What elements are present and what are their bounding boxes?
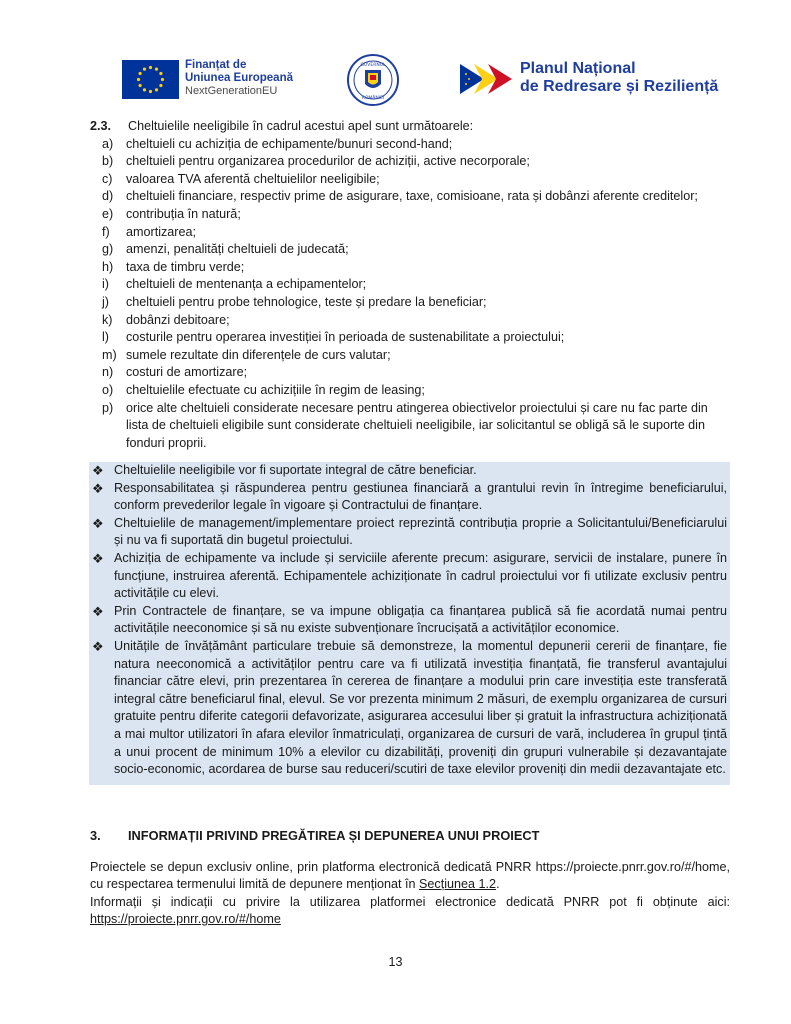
page-number: 13 — [388, 955, 403, 969]
diamond-bullet-icon: ❖ — [92, 515, 104, 531]
list-item-label: i) — [102, 277, 109, 292]
diamond-bullet-icon: ❖ — [92, 603, 104, 619]
submission-text: Proiectele se depun exclusiv online, prin platforma electronică dedicată PNRR https://proiecte.pnrr.gov.ro/#/home, cu respectarea termenului limită de depunere menționat în — [90, 860, 730, 892]
list-item-label: a) — [102, 136, 114, 151]
list-item — [90, 276, 730, 294]
submission-paragraph — [90, 859, 730, 894]
section-title: Cheltuielile neeligibile în cadrul acestui apel sunt următoarele: — [128, 119, 474, 133]
section-2-3-heading — [90, 118, 730, 136]
government-seal-icon — [347, 54, 399, 106]
list-item-text: cheltuieli cu achiziția de echipamente/bunuri second-hand; — [126, 136, 453, 151]
note-text: Achiziția de echipamente va include și serviciile aferente precum: asigurare, servicii de instalare, punere în funcțiune, instruirea aferentă. Echipamentele achiziționate în cadrul proiectului vor fi utilizate exclusiv pentru activitățile cu elevi. — [114, 550, 727, 601]
eu-line2: Uniunea Europeană — [185, 72, 293, 84]
diamond-bullet-icon: ❖ — [92, 638, 104, 654]
note-item — [89, 480, 730, 515]
list-item — [90, 382, 730, 400]
info-text: Informații și indicații cu privire la utilizarea platformei electronice dedicată PNRR pot fi obținute aici: — [90, 894, 730, 909]
list-item-text: costuri de amortizare; — [126, 365, 248, 380]
note-item — [89, 550, 730, 603]
list-item-label: e) — [102, 206, 114, 221]
list-item — [90, 312, 730, 330]
note-text: Unitățile de învățământ particulare trebuie să demonstreze, la momentul depunerii cererii de finanțare, fie natura neeconomică a activităților pentru care va fi utilizată investiția finanțată, fie transferul avantajului financiar către elevi, prin prezentarea în cererea de finanțare a modului prin care investiția este transferată integral către beneficiarul final, elevul. Se vor prezenta minimum 2 măsuri, de exemplu organizarea de cursuri gratuite pentru diferite categorii defavorizate, asigurarea accesului liber și gratuit la infrastructura achiziționată a mai multor utilizatori în afara elevilor înmatriculați, organizarea de cursuri de vară, includerea în grupul țintă a unui procent de minimum 10% a elevilor cu dizabilități, proveniți din grupuri vulnerabile și dezavantajate socio-economic, acordarea de burse sau reduceri/scutiri de taxe elevilor proveniți din medii dezavantajate etc. — [114, 638, 727, 777]
list-item — [90, 171, 730, 189]
list-item-text: cheltuieli financiare, respectiv prime de asigurare, taxe, comisioane, rata și dobânzi aferente creditelor; — [126, 189, 698, 204]
pnrr-title — [520, 60, 718, 96]
diamond-bullet-icon: ❖ — [92, 550, 104, 566]
note-text: Responsabilitatea și răspunderea pentru gestiunea financiară a grantului revin în întregime beneficiarului, conform prevederilor legale în vigoare și Contractului de finanțare. — [114, 480, 727, 513]
section-3-title: INFORMAȚII PRIVIND PREGĂTIREA ȘI DEPUNEREA UNUI PROIECT — [128, 828, 540, 843]
submission-text-end: . — [496, 877, 500, 892]
list-item-label: j) — [102, 294, 109, 309]
list-item — [90, 364, 730, 382]
list-item-text: costurile pentru operarea investiției în perioada de sustenabilitate a proiectului; — [126, 330, 565, 345]
list-item-label: h) — [102, 259, 114, 274]
list-item-text: sumele rezultate din diferențele de curs valutar; — [126, 347, 391, 362]
list-item-label: p) — [102, 400, 114, 415]
notes-box — [89, 462, 730, 785]
page-header — [0, 52, 791, 112]
list-item-text: cheltuieli de mentenanța a echipamentelor; — [126, 277, 367, 292]
note-text: Cheltuielile neeligibile vor fi suportate integral de către beneficiar. — [114, 463, 477, 477]
list-item — [90, 241, 730, 259]
section-3-number: 3. — [90, 828, 101, 843]
list-item-text: cheltuieli pentru organizarea procedurilor de achiziții, active necorporale; — [126, 154, 530, 169]
list-item-label: c) — [102, 171, 113, 186]
diamond-bullet-icon: ❖ — [92, 480, 104, 496]
list-item — [90, 259, 730, 277]
platform-link[interactable]: https://proiecte.pnrr.gov.ro/#/home — [90, 912, 281, 927]
eu-line1: Finanțat de — [185, 59, 247, 71]
list-item-text: contribuția în natură; — [126, 206, 241, 221]
list-item-label: m) — [102, 347, 117, 362]
diamond-bullet-icon: ❖ — [92, 463, 104, 478]
list-item — [90, 347, 730, 365]
list-item-text: valoarea TVA aferentă cheltuielilor neeligibile; — [126, 171, 380, 186]
list-item — [90, 224, 730, 242]
list-item-text: amenzi, penalități cheltuieli de judecată; — [126, 242, 349, 257]
pnrr-logo-icon — [458, 60, 512, 98]
seal-bottom-text: ROMÂNIEI — [361, 96, 385, 101]
eu-funding-text — [185, 59, 293, 98]
note-text: Cheltuielile de management/implementare proiect reprezintă contribuția proprie a Solicitantului/Beneficiarului și nu va fi suportată din bugetul proiectului. — [114, 515, 727, 548]
list-item — [90, 136, 730, 154]
list-item-text: cheltuieli pentru probe tehnologice, teste și predare la beneficiar; — [126, 294, 487, 309]
list-item-text: dobânzi debitoare; — [126, 312, 230, 327]
info-paragraph — [90, 894, 730, 929]
list-item-label: l) — [102, 330, 109, 345]
list-item — [90, 188, 730, 206]
note-text: Prin Contractele de finanțare, se va impune obligația ca finanțarea publică să fie acordată numai pentru activitățile neeconomice și să nu existe subvenționare încrucișată a activităților economice. — [114, 603, 727, 636]
eu-flag-icon — [122, 60, 179, 99]
list-item-text: amortizarea; — [126, 224, 196, 239]
note-item — [89, 603, 730, 638]
list-item — [90, 206, 730, 224]
list-item-label: g) — [102, 242, 114, 257]
list-item — [90, 329, 730, 347]
list-item-label: d) — [102, 189, 114, 204]
pnrr-line2: de Redresare și Reziliență — [520, 78, 719, 95]
list-item-label: o) — [102, 382, 114, 397]
list-item-label: b) — [102, 154, 114, 169]
list-item — [90, 294, 730, 312]
section-1-2-link[interactable]: Secțiunea 1.2 — [419, 877, 497, 892]
note-item — [89, 462, 730, 480]
list-item-label: f) — [102, 224, 110, 239]
list-item — [90, 400, 730, 453]
list-item — [90, 153, 730, 171]
pnrr-line1: Planul Național — [520, 60, 636, 77]
note-item — [89, 515, 730, 550]
note-item — [89, 638, 730, 779]
ineligible-expenses-list — [90, 136, 730, 453]
list-item-label: k) — [102, 312, 113, 327]
list-item-text: taxa de timbru verde; — [126, 259, 245, 274]
list-item-label: n) — [102, 365, 114, 380]
section-number: 2.3. — [90, 119, 112, 133]
section-3-body — [90, 859, 730, 929]
list-item-text: orice alte cheltuieli considerate necesare pentru atingerea obiectivelor proiectului și care nu fac parte din lista de cheltuieli eligibile sunt considerate cheltuieli neeligibile, iar solicitantul se obligă să le suporte din fonduri proprii. — [126, 400, 708, 450]
seal-top-text: GUVERNUL — [360, 63, 386, 68]
section-2-3 — [90, 118, 730, 452]
eu-line3: NextGenerationEU — [185, 85, 278, 97]
list-item-text: cheltuielile efectuate cu achizițiile în regim de leasing; — [126, 382, 425, 397]
